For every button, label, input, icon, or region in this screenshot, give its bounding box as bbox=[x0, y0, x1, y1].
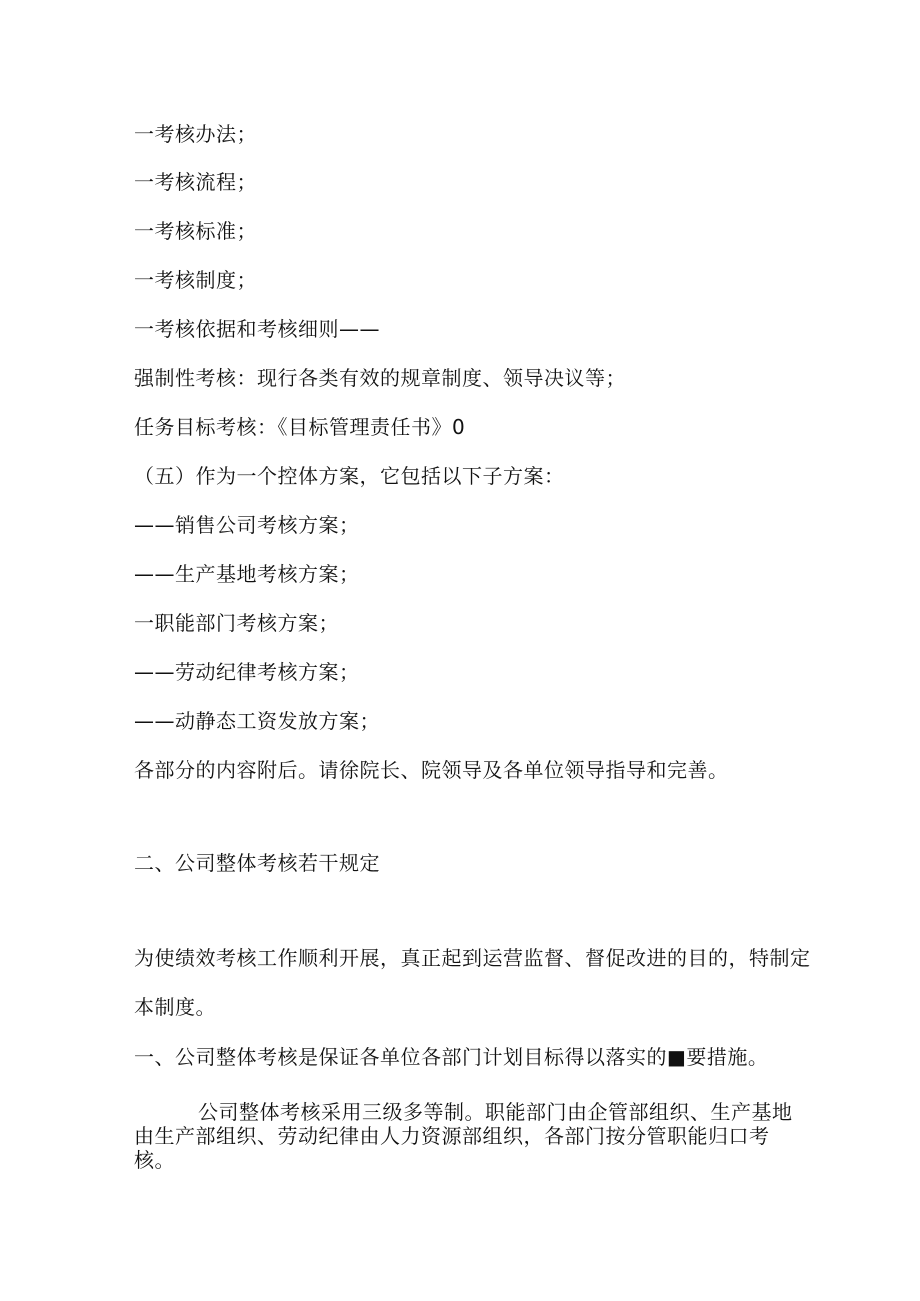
text-line-salary-plan: ——动静态工资发放方案； bbox=[134, 709, 380, 733]
text-line-assessment-basis: 一考核依据和考核细则—— bbox=[134, 317, 380, 341]
assessment-paragraph-text: 公司整体考核采用三级多等制。职能部门由企管部组织、生产基地由生产部组织、劳动纪律由人力资源部组织，各部门按分管职能归口考核。 bbox=[134, 1100, 793, 1172]
text-line-assessment-method: 一考核办法； bbox=[134, 122, 257, 146]
text-line-labor-discipline-plan: ——劳动纪律考核方案； bbox=[134, 660, 360, 684]
text-line-mandatory-assessment: 强制性考核：现行各类有效的规章制度、领导决议等； bbox=[134, 366, 626, 390]
text-line-assessment-system: 一考核制度； bbox=[134, 268, 257, 292]
text-line-sales-plan: ——销售公司考核方案； bbox=[134, 513, 360, 537]
section-heading: 二、公司整体考核若干规定 bbox=[134, 851, 380, 875]
text-line-functional-dept-plan: 一职能部门考核方案； bbox=[134, 611, 339, 635]
text-line-sub-plans-intro: （五）作为一个控体方案，它包括以下子方案： bbox=[134, 464, 565, 488]
point-one: 一、公司整体考核是保证各单位各部门计划目标得以落实的■要措施。 bbox=[134, 1045, 769, 1069]
text-line-assessment-standard: 一考核标准； bbox=[134, 219, 257, 243]
text-line-production-plan: ——生产基地考核方案； bbox=[134, 562, 360, 586]
text-line-assessment-process: 一考核流程； bbox=[134, 170, 257, 194]
text-line-target-assessment: 任务目标考核：《目标管理责任书》0 bbox=[134, 415, 466, 439]
assessment-paragraph bbox=[134, 1100, 794, 1172]
intro-line-1: 为使绩效考核工作顺利开展，真正起到运营监督、督促改进的目的，特制定 bbox=[134, 946, 811, 970]
text-line-appendix-note: 各部分的内容附后。请徐院长、院领导及各单位领导指导和完善。 bbox=[134, 758, 729, 782]
intro-line-2: 本制度。 bbox=[134, 995, 216, 1019]
